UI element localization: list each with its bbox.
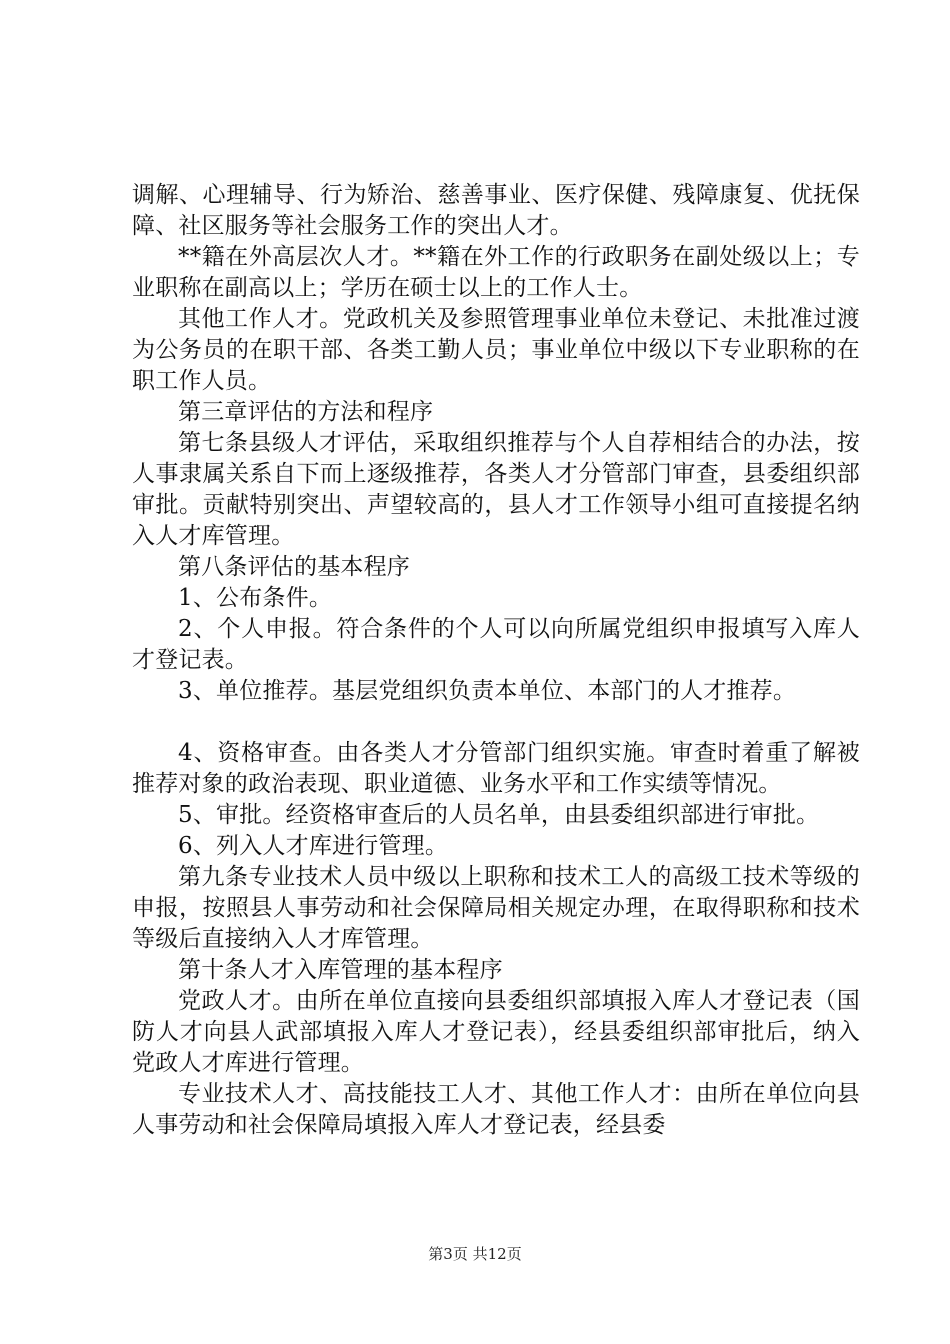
paragraph: 第七条县级人才评估，采取组织推荐与个人自荐相结合的办法，按人事隶属关系自下而上逐级推荐，各类人才分管部门审查，县委组织部审批。贡献特别突出、声望较高的，县人才工作领导小组可直接提名纳入人才库管理。 xyxy=(132,430,860,549)
paragraph: 党政人才。由所在单位直接向县委组织部填报入库人才登记表（国防人才向县人武部填报入库人才登记表），经县委组织部审批后，纳入党政人才库进行管理。 xyxy=(132,988,860,1076)
list-item: 3、单位推荐。基层党组织负责本单位、本部门的人才推荐。 xyxy=(178,678,797,704)
paragraph: 专业技术人才、高技能技工人才、其他工作人才：由所在单位向县人事劳动和社会保障局填报入库人才登记表，经县委 xyxy=(132,1081,860,1138)
list-item: 5、审批。经资格审查后的人员名单，由县委组织部进行审批。 xyxy=(178,802,820,828)
list-item: 4、资格审查。由各类人才分管部门组织实施。审查时着重了解被推荐对象的政治表现、职业道德、业务水平和工作实绩等情况。 xyxy=(132,740,860,797)
list-item: 2、个人申报。符合条件的个人可以向所属党组织申报填写入库人才登记表。 xyxy=(132,616,860,673)
document-body xyxy=(132,180,860,1141)
page-number-footer: 第3页 共12页 xyxy=(428,1245,522,1263)
list-item: 1、公布条件。 xyxy=(178,585,333,611)
article-heading: 第八条评估的基本程序 xyxy=(178,554,410,580)
paragraph: 第九条专业技术人员中级以上职称和技术工人的高级工技术等级的申报，按照县人事劳动和社会保障局相关规定办理，在取得职称和技术等级后直接纳入人才库管理。 xyxy=(132,864,860,952)
list-item: 6、列入人才库进行管理。 xyxy=(178,833,449,859)
article-heading: 第十条人才入库管理的基本程序 xyxy=(178,957,503,983)
paragraph: 调解、心理辅导、行为矫治、慈善事业、医疗保健、残障康复、优抚保障、社区服务等社会服务工作的突出人才。 xyxy=(132,182,860,239)
chapter-heading: 第三章评估的方法和程序 xyxy=(178,399,434,425)
paragraph: **籍在外高层次人才。**籍在外工作的行政职务在副处级以上；专业职称在副高以上；学历在硕士以上的工作人士。 xyxy=(132,244,860,301)
paragraph: 其他工作人才。党政机关及参照管理事业单位未登记、未批准过渡为公务员的在职干部、各类工勤人员；事业单位中级以下专业职称的在职工作人员。 xyxy=(132,306,860,394)
